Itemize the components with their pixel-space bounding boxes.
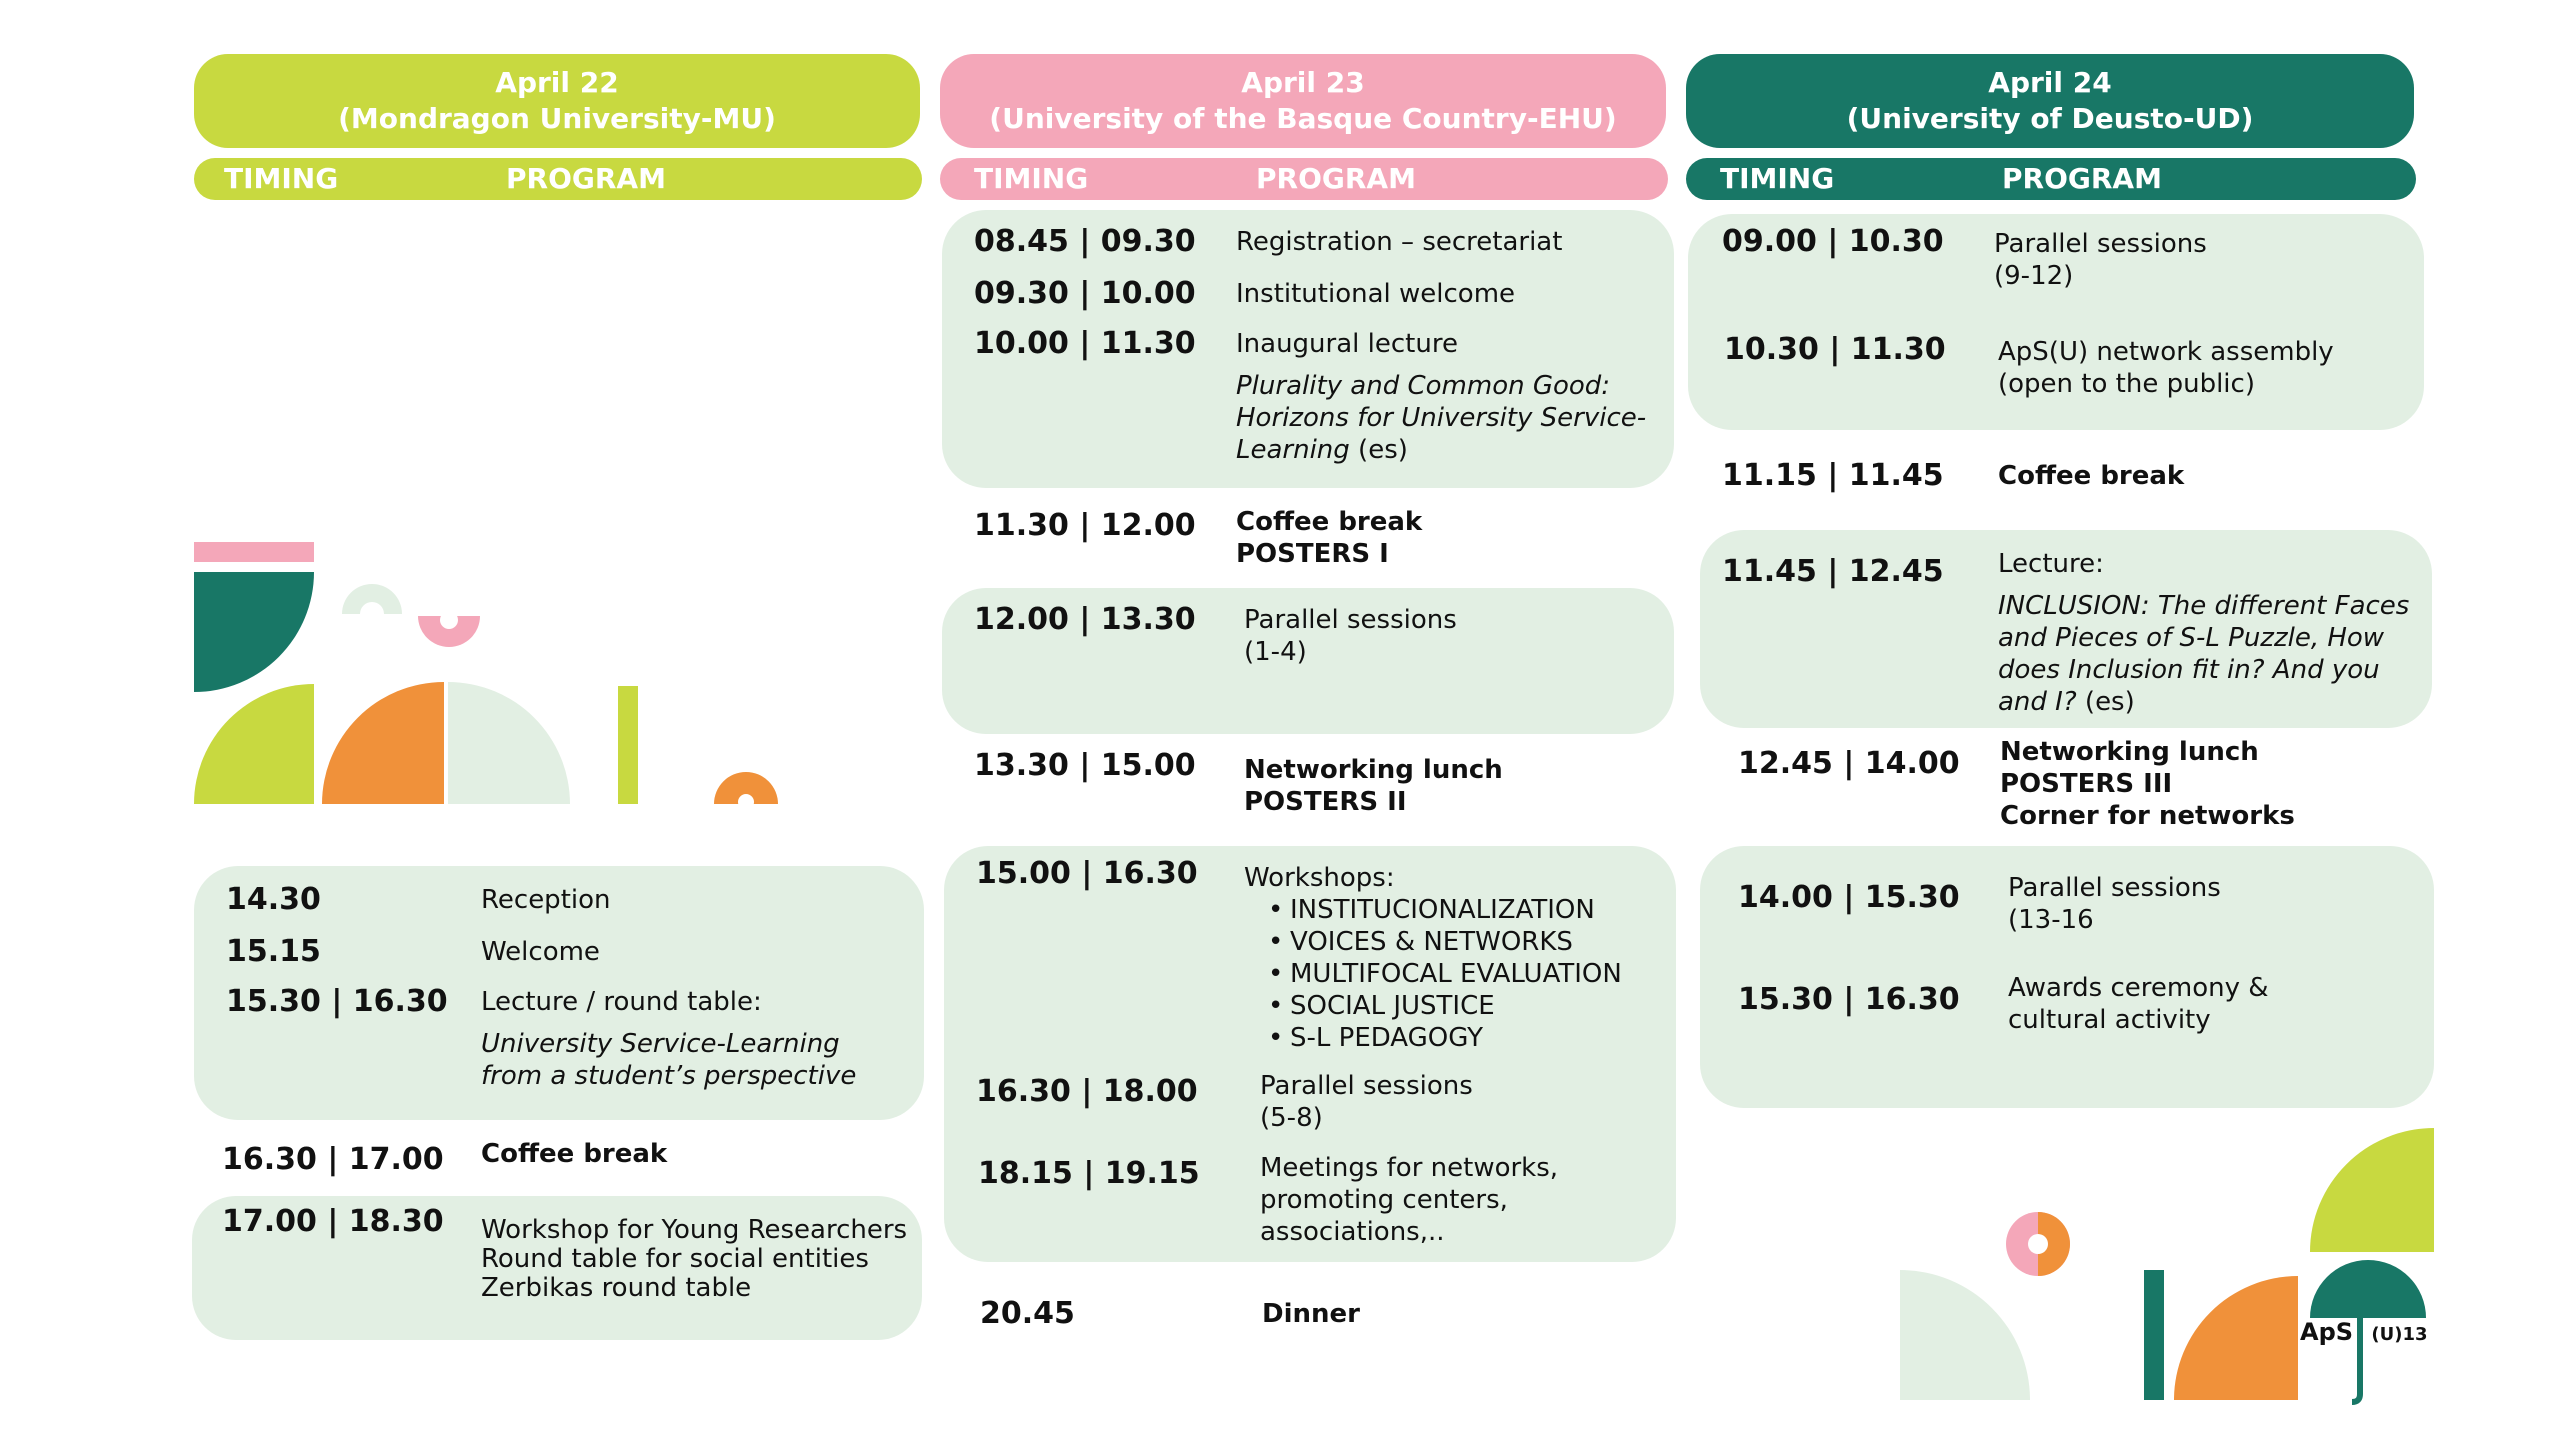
text-line: Parallel sessions [2008, 873, 2221, 903]
item-text [1244, 604, 1457, 668]
text-line: (5-8) [1260, 1103, 1323, 1133]
logo-main: ApS [2300, 1318, 2354, 1346]
text-line: POSTERS II [1244, 787, 1407, 817]
text-line: (open to the public) [1998, 369, 2255, 399]
text-line: (9-12) [1994, 261, 2074, 291]
item-text: Reception [481, 885, 611, 915]
item-time: 11.45 | 12.45 [1722, 554, 1944, 589]
timing-header: TIMING [974, 162, 1089, 195]
day1-venue: (Mondragon University-MU) [338, 102, 776, 135]
item-time: 12.00 | 13.30 [974, 602, 1196, 637]
lecture-label: Lecture / round table: [481, 987, 762, 1017]
day1-column-header [194, 158, 922, 200]
item-text: Dinner [1262, 1299, 1360, 1329]
item-text [481, 986, 856, 1092]
text-line: (1-4) [1244, 637, 1307, 667]
timing-header: TIMING [1720, 162, 1835, 195]
item-text: Coffee break [1998, 461, 2185, 491]
day3-header [1686, 54, 2414, 148]
item-time: 15.00 | 16.30 [976, 856, 1198, 891]
program-header: PROGRAM [1256, 162, 1416, 195]
item-text: Registration – secretariat [1236, 227, 1563, 257]
day3-column-header [1686, 158, 2416, 200]
item-text [1998, 336, 2334, 400]
lecture-label: Lecture: [1998, 549, 2104, 579]
lecture-title-line: does Inclusion fit in? And you [1998, 655, 2380, 685]
item-text [1260, 1152, 1558, 1248]
item-time: 15.30 | 16.30 [226, 984, 448, 1019]
workshop-item: • SOCIAL JUSTICE [1290, 990, 1622, 1022]
item-text [2008, 972, 2269, 1036]
item-time: 15.30 | 16.30 [1738, 982, 1960, 1017]
text-line: Networking lunch [1244, 755, 1503, 785]
text-line: ApS(U) network assembly [1998, 337, 2334, 367]
text-line: Parallel sessions [1260, 1071, 1473, 1101]
item-time: 11.30 | 12.00 [974, 508, 1196, 543]
lecture-title-line: and I? [1998, 687, 2077, 717]
item-text [1998, 548, 2409, 718]
text-line: POSTERS III [2000, 769, 2173, 799]
item-text [1244, 754, 1503, 818]
item-time: 14.30 [226, 882, 321, 917]
text-line: Parallel sessions [1244, 605, 1457, 635]
lecture-label: Inaugural lecture [1236, 329, 1458, 359]
item-time: 15.15 [226, 934, 321, 969]
text-line: associations,.. [1260, 1217, 1445, 1247]
text-line: Zerbikas round table [481, 1273, 752, 1303]
text-line: Round table for social entities [481, 1244, 869, 1274]
item-text [2000, 736, 2295, 832]
logo-suffix: (U)13 [2371, 1324, 2428, 1345]
item-text: Institutional welcome [1236, 279, 1516, 309]
timing-header: TIMING [224, 162, 339, 195]
workshops-label: Workshops: [1244, 863, 1395, 893]
item-time: 09.30 | 10.00 [974, 276, 1196, 311]
item-text [481, 1216, 907, 1303]
day1-date: April 22 [495, 66, 619, 99]
workshop-item: • S-L PEDAGOGY [1290, 1022, 1622, 1054]
day2-venue: (University of the Basque Country-EHU) [989, 102, 1617, 135]
item-time: 13.30 | 15.00 [974, 748, 1196, 783]
lecture-title-line: from a student’s perspective [481, 1061, 857, 1091]
workshop-item: • VOICES & NETWORKS [1290, 926, 1622, 958]
day1-header [194, 54, 920, 148]
day2-header [940, 54, 1666, 148]
text-line: Awards ceremony & [2008, 973, 2269, 1003]
item-time: 14.00 | 15.30 [1738, 880, 1960, 915]
text-line: (13-16 [2008, 905, 2094, 935]
text-line: promoting centers, [1260, 1185, 1508, 1215]
lecture-title-line: Plurality and Common Good: [1236, 371, 1611, 401]
lecture-title-line: Horizons for University Service- [1236, 403, 1647, 433]
day2-column-header [940, 158, 1668, 200]
item-text: Coffee break [481, 1139, 668, 1169]
lecture-title-line: and Pieces of S-L Puzzle, How [1998, 623, 2385, 653]
day2-date: April 23 [1241, 66, 1365, 99]
workshop-item: • MULTIFOCAL EVALUATION [1290, 958, 1622, 990]
program-header: PROGRAM [2002, 162, 2162, 195]
item-text [2008, 872, 2221, 936]
day3-venue: (University of Deusto-UD) [1846, 102, 2254, 135]
workshop-list [1264, 894, 1622, 1054]
item-time: 16.30 | 17.00 [222, 1142, 444, 1177]
text-line: Meetings for networks, [1260, 1153, 1559, 1183]
text-line: Corner for networks [2000, 801, 2295, 831]
language-tag: (es) [1349, 435, 1408, 465]
item-time: 09.00 | 10.30 [1722, 224, 1944, 259]
item-time: 17.00 | 18.30 [222, 1204, 444, 1239]
decorative-shapes-left [190, 540, 790, 810]
item-time: 12.45 | 14.00 [1738, 746, 1960, 781]
item-time: 10.00 | 11.30 [974, 326, 1196, 361]
lecture-title-line: University Service-Learning [481, 1029, 840, 1059]
text-line: Parallel sessions [1994, 229, 2207, 259]
lecture-title-line: Learning [1236, 435, 1350, 465]
text-line: cultural activity [2008, 1005, 2211, 1035]
text-line: Networking lunch [2000, 737, 2259, 767]
item-time: 08.45 | 09.30 [974, 224, 1196, 259]
item-text [1244, 862, 1622, 1054]
text-line: POSTERS I [1236, 539, 1389, 569]
item-text [1236, 506, 1422, 570]
item-time: 18.15 | 19.15 [978, 1156, 1200, 1191]
day3-date: April 24 [1988, 66, 2112, 99]
decorative-shapes-right [1890, 1120, 2450, 1410]
item-text [1236, 328, 1646, 466]
item-text [1260, 1070, 1473, 1134]
item-time: 11.15 | 11.45 [1722, 458, 1944, 493]
item-time: 16.30 | 18.00 [976, 1074, 1198, 1109]
text-line: Workshop for Young Researchers [481, 1215, 908, 1245]
text-line: Coffee break [1236, 507, 1423, 537]
item-time: 10.30 | 11.30 [1724, 332, 1946, 367]
workshop-item: • INSTITUCIONALIZATION [1290, 894, 1622, 926]
item-time: 20.45 [980, 1296, 1075, 1331]
item-text: Welcome [481, 937, 600, 967]
program-header: PROGRAM [506, 162, 666, 195]
language-tag: (es) [2076, 687, 2135, 717]
logo [2300, 1318, 2428, 1346]
item-text [1994, 228, 2207, 292]
lecture-title-line: INCLUSION: The different Faces [1998, 591, 2410, 621]
